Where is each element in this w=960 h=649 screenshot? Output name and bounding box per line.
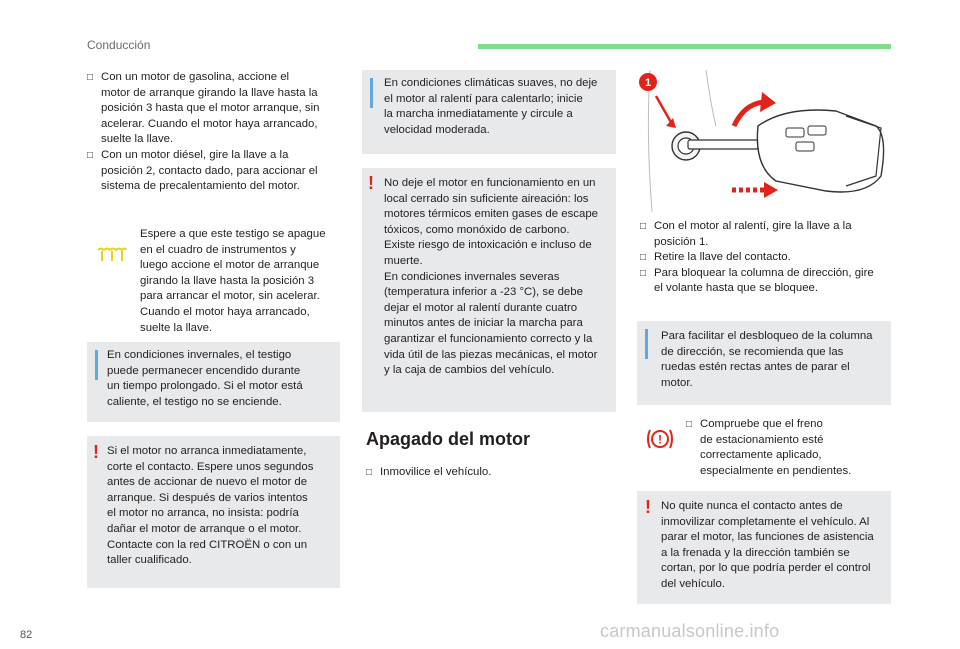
line: correctamente aplicado, — [700, 449, 822, 462]
parking-brake-icon — [645, 426, 675, 452]
section-bar — [478, 44, 891, 49]
square-outline-icon: □ — [686, 419, 693, 430]
svg-text:!: ! — [658, 432, 662, 447]
bullet-turn-key — [640, 219, 892, 250]
line: ruedas estén rectas antes de parar el — [661, 361, 850, 374]
preheat-glow-plug-icon — [96, 246, 128, 262]
warning-box-exhaust — [362, 168, 616, 412]
line: motor. — [661, 376, 693, 389]
line: Espere a que este testigo se apague — [140, 228, 326, 240]
line: velocidad moderada. — [384, 123, 490, 136]
square-outline-icon: □ — [366, 467, 373, 478]
line: del vehículo. — [661, 577, 725, 590]
line: En condiciones invernales, el testigo — [107, 349, 292, 361]
line: y la caja de cambios del vehículo. — [384, 364, 555, 377]
info-box-winter — [87, 342, 340, 422]
bullet-remove-key — [640, 250, 892, 266]
info-marker — [370, 78, 373, 108]
line: Compruebe que el freno — [700, 418, 823, 430]
line: suelte la llave. — [101, 133, 174, 146]
line: Para facilitar el desbloqueo de la columna — [661, 330, 873, 342]
info-marker — [95, 350, 98, 380]
line: muerte. — [384, 254, 423, 267]
line: dejar el motor al ralentí durante cuatro — [384, 301, 578, 314]
line: Con el motor al ralentí, gire la llave a la — [654, 220, 852, 232]
info-box-steering — [637, 321, 891, 405]
col3-bullets — [640, 219, 892, 297]
line: En condiciones climáticas suaves, no deje — [384, 77, 598, 89]
glow-text — [140, 227, 345, 336]
warning-box-no-start — [87, 436, 340, 588]
info-marker — [645, 329, 648, 359]
watermark[interactable]: carmanualsonline.info — [600, 621, 780, 641]
line: Retire la llave del contacto. — [654, 251, 791, 264]
line: cortan, por lo que podría perder el control — [661, 562, 871, 575]
ignition-key-figure — [636, 66, 892, 216]
line: acelerar. Cuando el motor haya arrancado, — [101, 117, 318, 130]
line: puede permanecer encendido durante — [107, 364, 301, 377]
line: minutos antes de iniciar la marcha para — [384, 317, 583, 330]
page-number: 82 — [20, 629, 33, 641]
line: garantizar el funcionamiento correcto y la — [384, 332, 593, 345]
line: taller cualificado. — [107, 554, 192, 567]
line: inmovilizar completamente el vehículo. Al — [661, 515, 870, 528]
col2-bullets — [366, 465, 616, 481]
line: posición 1. — [654, 235, 709, 248]
section-title: Conducción — [87, 38, 151, 52]
line: Existe riesgo de intoxicación e incluso de — [384, 239, 592, 252]
bullet-lock-steering — [640, 266, 892, 297]
exclamation-icon: ! — [368, 173, 374, 193]
line: Inmovilice el vehículo. — [380, 466, 492, 478]
line: No deje el motor en funcionamiento en un — [384, 177, 596, 189]
line: (temperatura inferior a -23 °C), se debe — [384, 286, 583, 299]
line: local cerrado sin suficiente aireación: los — [384, 192, 589, 205]
line: el motor no arranca, no insista: podría — [107, 507, 299, 520]
line: el volante hasta que se bloquee. — [654, 282, 819, 295]
line: motores térmicos emiten gases de escape — [384, 208, 598, 221]
line: a la frenada y la dirección también se — [661, 546, 850, 559]
line: tóxicos, como monóxido de carbono. — [384, 223, 570, 236]
square-outline-icon: □ — [87, 72, 94, 83]
line: el motor al ralentí para calentarlo; inicie — [384, 92, 583, 105]
bullet-immobilize — [366, 465, 616, 481]
line: de estacionamiento esté — [700, 433, 824, 446]
line: caliente, el testigo no se enciende. — [107, 395, 282, 408]
bullet-parking-brake — [686, 417, 891, 479]
line: la marcha inmediatamente y circule a — [384, 108, 573, 121]
line: un tiempo prolongado. Si el motor está — [107, 380, 303, 393]
line: Cuando el motor haya arrancado, — [140, 305, 310, 318]
line: posición 2, contacto dado, para accionar el — [101, 164, 318, 177]
info-box-mild — [362, 70, 616, 154]
square-outline-icon: □ — [640, 267, 647, 279]
line: corte el contacto. Espere unos segundos — [107, 460, 314, 473]
line: parar el motor, las funciones de asistencia — [661, 531, 874, 544]
line: arranque. Si después de varios intentos — [107, 491, 308, 504]
heading-engine-off: Apagado del motor — [366, 429, 531, 449]
square-outline-icon: □ — [640, 221, 647, 232]
line: especialmente en pendientes. — [700, 464, 852, 477]
line: luego accione el motor de arranque — [140, 259, 320, 272]
bullet-petrol — [87, 70, 343, 148]
bullet-diesel — [87, 148, 343, 195]
line: Contacte con la red CITROËN o con un — [107, 538, 308, 551]
brake-text — [686, 417, 891, 479]
square-outline-icon: □ — [87, 149, 94, 161]
line: en el cuadro de instrumentos y — [140, 243, 296, 256]
line: antes de accionar de nuevo el motor de — [107, 476, 308, 489]
line: vida útil de las piezas mecánicas, el motor — [384, 348, 598, 361]
line: de dirección, se recomienda que las — [661, 345, 844, 358]
exclamation-icon: ! — [645, 497, 651, 517]
line: girando la llave hasta la posición 3 — [140, 274, 315, 287]
line: sistema de precalentamiento del motor. — [101, 180, 300, 193]
line: dañar el motor de arranque o el motor. — [107, 522, 302, 535]
warning-box-ignition — [637, 491, 891, 604]
square-outline-icon: □ — [640, 252, 647, 264]
line: suelte la llave. — [140, 321, 213, 334]
exclamation-icon: ! — [93, 442, 99, 462]
line: posición 3 hasta que el motor arranque, sin — [101, 102, 320, 115]
line: Para bloquear la columna de dirección, gire — [654, 266, 874, 279]
col1-bullets — [87, 70, 343, 195]
line: para arrancar el motor, sin acelerar. — [140, 290, 320, 303]
figure-number: 1 — [644, 77, 652, 89]
line: En condiciones invernales severas — [384, 270, 560, 283]
line: No quite nunca el contacto antes de — [661, 500, 843, 512]
line: Si el motor no arranca inmediatamente, — [107, 445, 307, 457]
line: Con un motor de gasolina, accione el — [101, 71, 290, 83]
line: Con un motor diésel, gire la llave a la — [101, 148, 289, 161]
line: motor de arranque girando la llave hasta la — [101, 86, 318, 99]
